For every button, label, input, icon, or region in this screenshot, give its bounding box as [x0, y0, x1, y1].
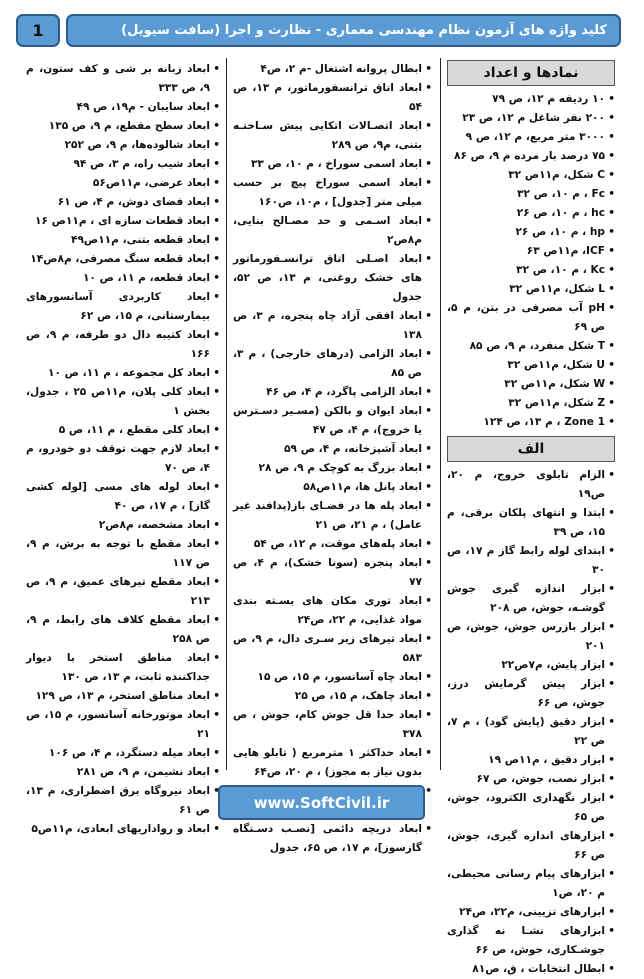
list-item: • ابعاد شیب راه، م ۳، ص ۹۴ — [26, 155, 220, 174]
list-item: • ابعاد اسمی سوراخ ، م ۱۰، ص ۳۳ — [233, 155, 432, 174]
list-item: • hp ، م ۱۰، ص ۲۶ — [447, 223, 615, 242]
list-item: • Kc ، م ۱۰، ص ۳۲ — [447, 261, 615, 280]
list-item: • ابعاد حداکثر ۱ مترمربع ( تابلو هایی بدون نیاز به مجوز) ، م ۲۰، ص۶۴ — [233, 744, 432, 782]
list-item: • ابعاد قطعه سنگ مصرفی، م۸ص۱۴ — [26, 250, 220, 269]
list-item: • ابعاد سایبان - م۱۹، ص ۴۹ — [26, 98, 220, 117]
list-item: • ابتدای لوله رابط گاز م ۱۷، ص ۳۰ — [447, 542, 615, 580]
list-item: • ابعاد و رواداریهای ابعادی، م۱۱ص۵ — [26, 820, 220, 839]
list-item: • Fc ، م ۱۰، ص ۳۲ — [447, 185, 615, 204]
document-header — [66, 14, 621, 47]
list-item: • ابعاد کلی پلان، م۱۱ص ۲۵ ، جدول، بخش ۱ — [26, 383, 220, 421]
list-item: • ۱۰ ردیفه م ۱۲، ص ۷۹ — [447, 90, 615, 109]
list-item: • ابعاد میله دستگرد، م ۴، ص ۱۰۶ — [26, 744, 220, 763]
list-item: • ابعاد افقی آزاد چاه پنجره، م ۳، ص ۱۳۸ — [233, 307, 432, 345]
list-item: • ابعاد اسمی سوراخ پیچ بر حسب میلی متر [جدول] ، م۱۰، ص۱۶۰ — [233, 174, 432, 212]
alef-list — [447, 466, 615, 979]
list-item: • ابعاد قطعه، م ۱۱، ص ۱۰ — [26, 269, 220, 288]
list-item: • ابعاد لوله های مسی [لوله کشی گاز] ، م ۱۷، ص ۴۰ — [26, 478, 220, 516]
header-title: کلید واژه های آزمون نظام مهندسی معماری - نظارت و اجرا (سافت سیویل) — [121, 23, 607, 38]
list-item: • ابعاد اسـمی و حد مصـالح بنایی، م۸ص۲ — [233, 212, 432, 250]
list-item: • ابعاد کلی مقطع ، م ۱۱، ص ۵ — [26, 421, 220, 440]
list-item: • ابزارهای پیام رسانی محیطی، م ۲۰، ص۱ — [447, 865, 615, 903]
list-item: • ابعاد شالوده‌ها، م ۹، ص ۲۵۲ — [26, 136, 220, 155]
list-item: • ابعاد دریچه دائمی [نصـب دسـتگاه گازسوز]، م ۱۷، ص ۶۵، جدول — [233, 820, 432, 858]
list-item: • ابعاد مقطع تیرهای عمیق، م ۹، ص ۲۱۳ — [26, 573, 220, 611]
list-item: • ابزار پیش گرمایش درز، جوش، ص ۶۶ — [447, 675, 615, 713]
list-item: • ابعاد مناطق استخر، م ۱۳، ص ۱۲۹ — [26, 687, 220, 706]
list-item: • W شکل، م۱۱ص ۳۲ — [447, 375, 615, 394]
list-item: • ابزار دقیق (پایش گود) ، م ۷، ص ۲۲ — [447, 713, 615, 751]
list-item: • ابعاد فضای دوش، م ۴، ص ۶۱ — [26, 193, 220, 212]
list-item: • ابعاد اتاق ترانسفورماتور، م ۱۳، ص ۵۴ — [233, 79, 432, 117]
list-item: • ۷۵ درصد بار مرده م ۹، ص ۸۶ — [447, 147, 615, 166]
list-item: • ابزارهای تزیینی، م۲۲، ص۲۴ — [447, 903, 615, 922]
list-item: • ابعاد مقطع کلاف های رابط، م ۹، ص ۲۵۸ — [26, 611, 220, 649]
middle-column — [233, 60, 432, 858]
list-item: • Z شکل، م۱۱ص ۳۲ — [447, 394, 615, 413]
list-item: • ابزارهای اندازه گیری، جوش، ص ۶۶ — [447, 827, 615, 865]
list-item: • ابطال انتخابات ، ق، ص۸۱ — [447, 960, 615, 979]
list-item: • C شکل، م۱۱ص ۳۲ — [447, 166, 615, 185]
list-item: • ابعاد لازم جهت توقف دو خودرو، م ۴، ص ۷۰ — [26, 440, 220, 478]
list-item: • ابزار پایش، م۷ص۲۲ — [447, 656, 615, 675]
list-item: • ابعاد زبانه بر شی و کف ستون، م ۹، ص ۳۳۳ — [26, 60, 220, 98]
middle-list — [233, 60, 432, 858]
list-item: • ابعاد مناطق استخر با دیوار جداکننده ثابت، م ۱۳، ص ۱۳۰ — [26, 649, 220, 687]
list-item: • ابعاد کل مجموعه ، م ۱۱، ص ۱۰ — [26, 364, 220, 383]
symbols-list — [447, 90, 615, 432]
list-item: • ابعاد ایوان و بالکن (مسـیر دسـترس یا خروج)، م ۴، ص ۴۷ — [233, 402, 432, 440]
list-item: • ابزار نگهداری الکترود، جوش، ص ۶۵ — [447, 789, 615, 827]
list-item: • ابتدا و انتهای پلکان برقی، م ۱۵، ص ۳۹ — [447, 504, 615, 542]
list-item: • ابزار بازرس جوش، جوش، ص ۲۰۱ — [447, 618, 615, 656]
list-item: • ۲۰۰ نفر شاغل م ۱۲، ص ۲۳ — [447, 109, 615, 128]
column-divider-left — [226, 58, 227, 770]
list-item: • ابعاد مقطع با توجه به برش، م ۹، ص ۱۱۷ — [26, 535, 220, 573]
list-item: • ICF، م۱۱ص ۶۳ — [447, 242, 615, 261]
section-heading-symbols: نمادها و اعداد — [447, 60, 615, 86]
list-item: • L شکل، م۱۱ص ۳۲ — [447, 280, 615, 299]
list-item: • ابعاد موتورخانه آسانسور، م ۱۵، ص ۲۱ — [26, 706, 220, 744]
list-item: • hc ، م ۱۰، ص ۲۶ — [447, 204, 615, 223]
right-column — [447, 60, 615, 979]
list-item: • ابعاد پانل ها، م۱۱ص۵۸ — [233, 478, 432, 497]
list-item: • الزام تابلوی خروج، م ۲۰، ص۱۹ — [447, 466, 615, 504]
left-column — [26, 60, 220, 839]
list-item: • ابعاد چاهک، م ۱۵، ص ۲۵ — [233, 687, 432, 706]
list-item: • ابعاد قطعه بتنی، م۱۱ص۴۹ — [26, 231, 220, 250]
page-number: 1 — [32, 21, 44, 40]
list-item: • ابزار دقیق ، م۱۱ص ۱۹ — [447, 751, 615, 770]
website-link[interactable]: www.SoftCivil.ir — [253, 793, 390, 812]
left-list — [26, 60, 220, 839]
list-item: • ابعاد مشخصه، م۸ص۲ — [26, 516, 220, 535]
list-item: • ابعاد حدا قل جوش کام، جوش ، ص ۳۷۸ — [233, 706, 432, 744]
list-item: • ابعاد الزامی (درهای خارجی) ، م ۳، ص ۸۵ — [233, 345, 432, 383]
list-item: • ابزار اندازه گیری جوش گوشـه، جوش، ص ۲۰۸ — [447, 580, 615, 618]
list-item: • ابعاد چاه آسانسور، م ۱۵، ص ۱۵ — [233, 668, 432, 687]
list-item: • ابعاد پله ها در فضـای باز(پدافند غیر عامل) ، م ۲۱، ص ۲۱ — [233, 497, 432, 535]
list-item: • U شکل، م۱۱ص ۳۲ — [447, 356, 615, 375]
section-heading-alef: الف — [447, 436, 615, 462]
list-item: • ابعاد کتیبه دال دو طرفه، م ۹، ص ۱۶۶ — [26, 326, 220, 364]
list-item: • ابعاد بزرگ به کوچک م ۹، ص ۲۸ — [233, 459, 432, 478]
list-item: • pH آب مصرفی در بتن، م ۵، ص ۶۹ — [447, 299, 615, 337]
page-number-box — [16, 14, 60, 47]
list-item: • ابعاد پله‌های موقت، م ۱۲، ص ۵۴ — [233, 535, 432, 554]
list-item: • ابعاد سطح مقطع، م ۹، ص ۱۳۵ — [26, 117, 220, 136]
list-item: • ابطال پروانه اشتغال -م ۲، ص۴ — [233, 60, 432, 79]
list-item: • ابعاد پنجره (سونا خشک)، م ۴، ص ۷۷ — [233, 554, 432, 592]
column-divider-right — [440, 58, 441, 770]
list-item: • ۳۰۰۰ متر مربع، م ۱۲، ص ۹ — [447, 128, 615, 147]
website-footer[interactable] — [218, 785, 425, 820]
list-item: • ابعاد اصـلی اتاق ترانسـفورماتور های خشک روغنی، م ۱۳، ص ۵۲، جدول — [233, 250, 432, 307]
list-item: • ابعاد عرضی، م۱۱ص۵۶ — [26, 174, 220, 193]
list-item: • ابعاد نیروگاه برق اضطراری، م ۱۳، ص ۶۱ — [26, 782, 220, 820]
list-item: • ابعاد اتصـالات اتکایی پیش سـاختـه بتنی، م۹، ص ۲۸۹ — [233, 117, 432, 155]
list-item: • ابعاد آشپزخانه، م ۴، ص ۵۹ — [233, 440, 432, 459]
list-item: • ابزارهای نشـا نه گذاری جوشـکاری، جوش، ص ۶۶ — [447, 922, 615, 960]
list-item: • ابزار نصب، جوش، ص ۶۷ — [447, 770, 615, 789]
list-item: • ابعاد قطعات سازه ای ، م۱۱ص ۱۶ — [26, 212, 220, 231]
list-item: • ابعاد تیرهای زیر سـری دال، م ۹، ص ۵۸۳ — [233, 630, 432, 668]
list-item: • T شکل منفرد، م ۹، ص ۸۵ — [447, 337, 615, 356]
list-item: • Zone 1 ، م ۱۳، ص ۱۲۴ — [447, 413, 615, 432]
list-item: • ابعاد الزامی پاگرد، م ۴، ص ۴۶ — [233, 383, 432, 402]
list-item: • ابعاد توری مکان های بسـته بندی مواد غذایی، م ۲۲، ص۲۴ — [233, 592, 432, 630]
list-item: • ابعاد نشیمن، م ۹، ص ۲۸۱ — [26, 763, 220, 782]
list-item: • ابعاد کاربردی آسانسورهای بیمارستانی، م ۱۵، ص ۶۲ — [26, 288, 220, 326]
